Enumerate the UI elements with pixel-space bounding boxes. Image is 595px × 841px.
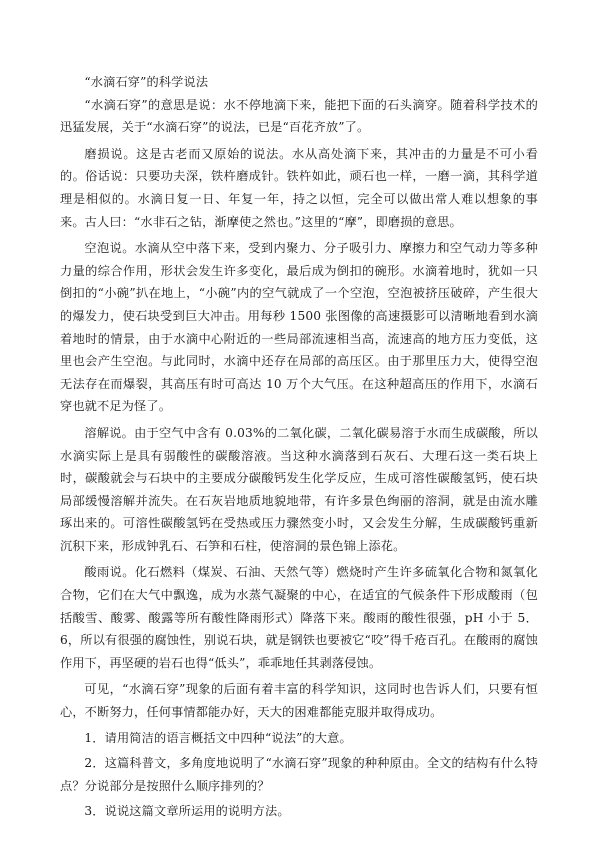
article-title: “水滴石穿”的科学说法: [84, 75, 209, 89]
paragraph-conclusion: 可见，“水滴石穿”现象的后面有着丰富的科学知识，这同时也告诉人们，只要有恒心，不断努力，任何事情都能办好，天大的困难都能克服并取得成功。: [60, 682, 538, 720]
paragraph-dissolution: 溶解说。由于空气中含有 0.03%的二氧化碳，二氧化碳易溶于水而生成碳酸，所以水滴实际上是具有弱酸性的碳酸溶液。当这种水滴落到石灰石、大理石这一类石块上时，碳酸就会与石块中的主要成分碳酸钙发生化学反应，生成可溶性碳酸氢钙，使石块局部缓慢溶解并流失。在石灰岩地质地貌地带，有许多景色绚丽的溶洞，就是由流水雕琢出来的。可溶性碳酸氢钙在受热或压力骤然变小时，又会发生分解，生成碳酸钙重新沉积下来，形成钟乳石、石笋和石柱，使溶洞的景色锦上添花。: [60, 425, 538, 553]
intro-paragraph: “水滴石穿”的意思是说：水不停地滴下来，能把下面的石头滴穿。随着科学技术的迅猛发展，关于“水滴石穿”的说法，已是“百花齐放”了。: [60, 97, 538, 135]
paragraph-cavitation: 空泡说。水滴从空中落下来，受到内聚力、分子吸引力、摩擦力和空气动力等多种力量的综合作用，形状会发生许多变化，最后成为倒扣的碗形。水滴着地时，犹如一只倒扣的“小碗”扒在地上，“小碗”内的空气就成了一个空泡，空泡被挤压破碎，产生很大的爆发力，使石块受到巨大冲击。用每秒 1500 张图像的高速摄影可以清晰地看到水滴着地时的情景，由于水滴中心附近的一些局部流速相当高，流速高的地方压力变低，这里也会产生空泡。与此同时，水滴中还存在局部的高压区。由于那里压力大，使得空泡无法存在而爆裂，其高压有时可高达 10 万个大气压。在这种超高压的作用下，水滴石穿也就不足为怪了。: [60, 241, 538, 414]
paragraph-acid-rain: 酸雨说。化石燃料（煤炭、石油、天然气等）燃烧时产生许多硫氧化合物和氮氧化合物，它们在大气中飘逸，成为水蒸气凝聚的中心，在适宜的气候条件下形成酸雨（包括酸雪、酸雾、酸露等所有酸性降雨形式）降落下来。酸雨的酸性很强，pH 小于 5．6，所以有很强的腐蚀性，别说石块，就是钢铁也要被它“咬”得千疮百孔。在酸雨的腐蚀作用下，再坚硬的岩石也得“低头”，乖乖地任其剥落侵蚀。: [60, 565, 538, 670]
paragraph-abrasion: 磨损说。这是古老而又原始的说法。水从高处滴下来，其冲击的力量是不可小看的。俗话说：只要功夫深，铁杵磨成针。铁杵如此，顽石也一样，一磨一滴，其科学道理是相似的。水滴日复一日、年复一年，持之以恒，完全可以做出常人难以想象的事来。古人曰：“水非石之钻，渐摩使之然也。”这里的“摩”，即磨损的意思。: [60, 146, 538, 229]
question-3: 3．说说这篇文章所运用的说明方法。: [84, 804, 290, 819]
question-2: 2．这篇科普文，多角度地说明了“水滴石穿”现象的种种原由。全文的结构有什么特点？分说部分是按照什么顺序排列的？: [60, 756, 538, 793]
article: [60, 71, 538, 823]
question-1: 1．请用简洁的语言概括文中四种“说法”的大意。: [84, 730, 352, 745]
